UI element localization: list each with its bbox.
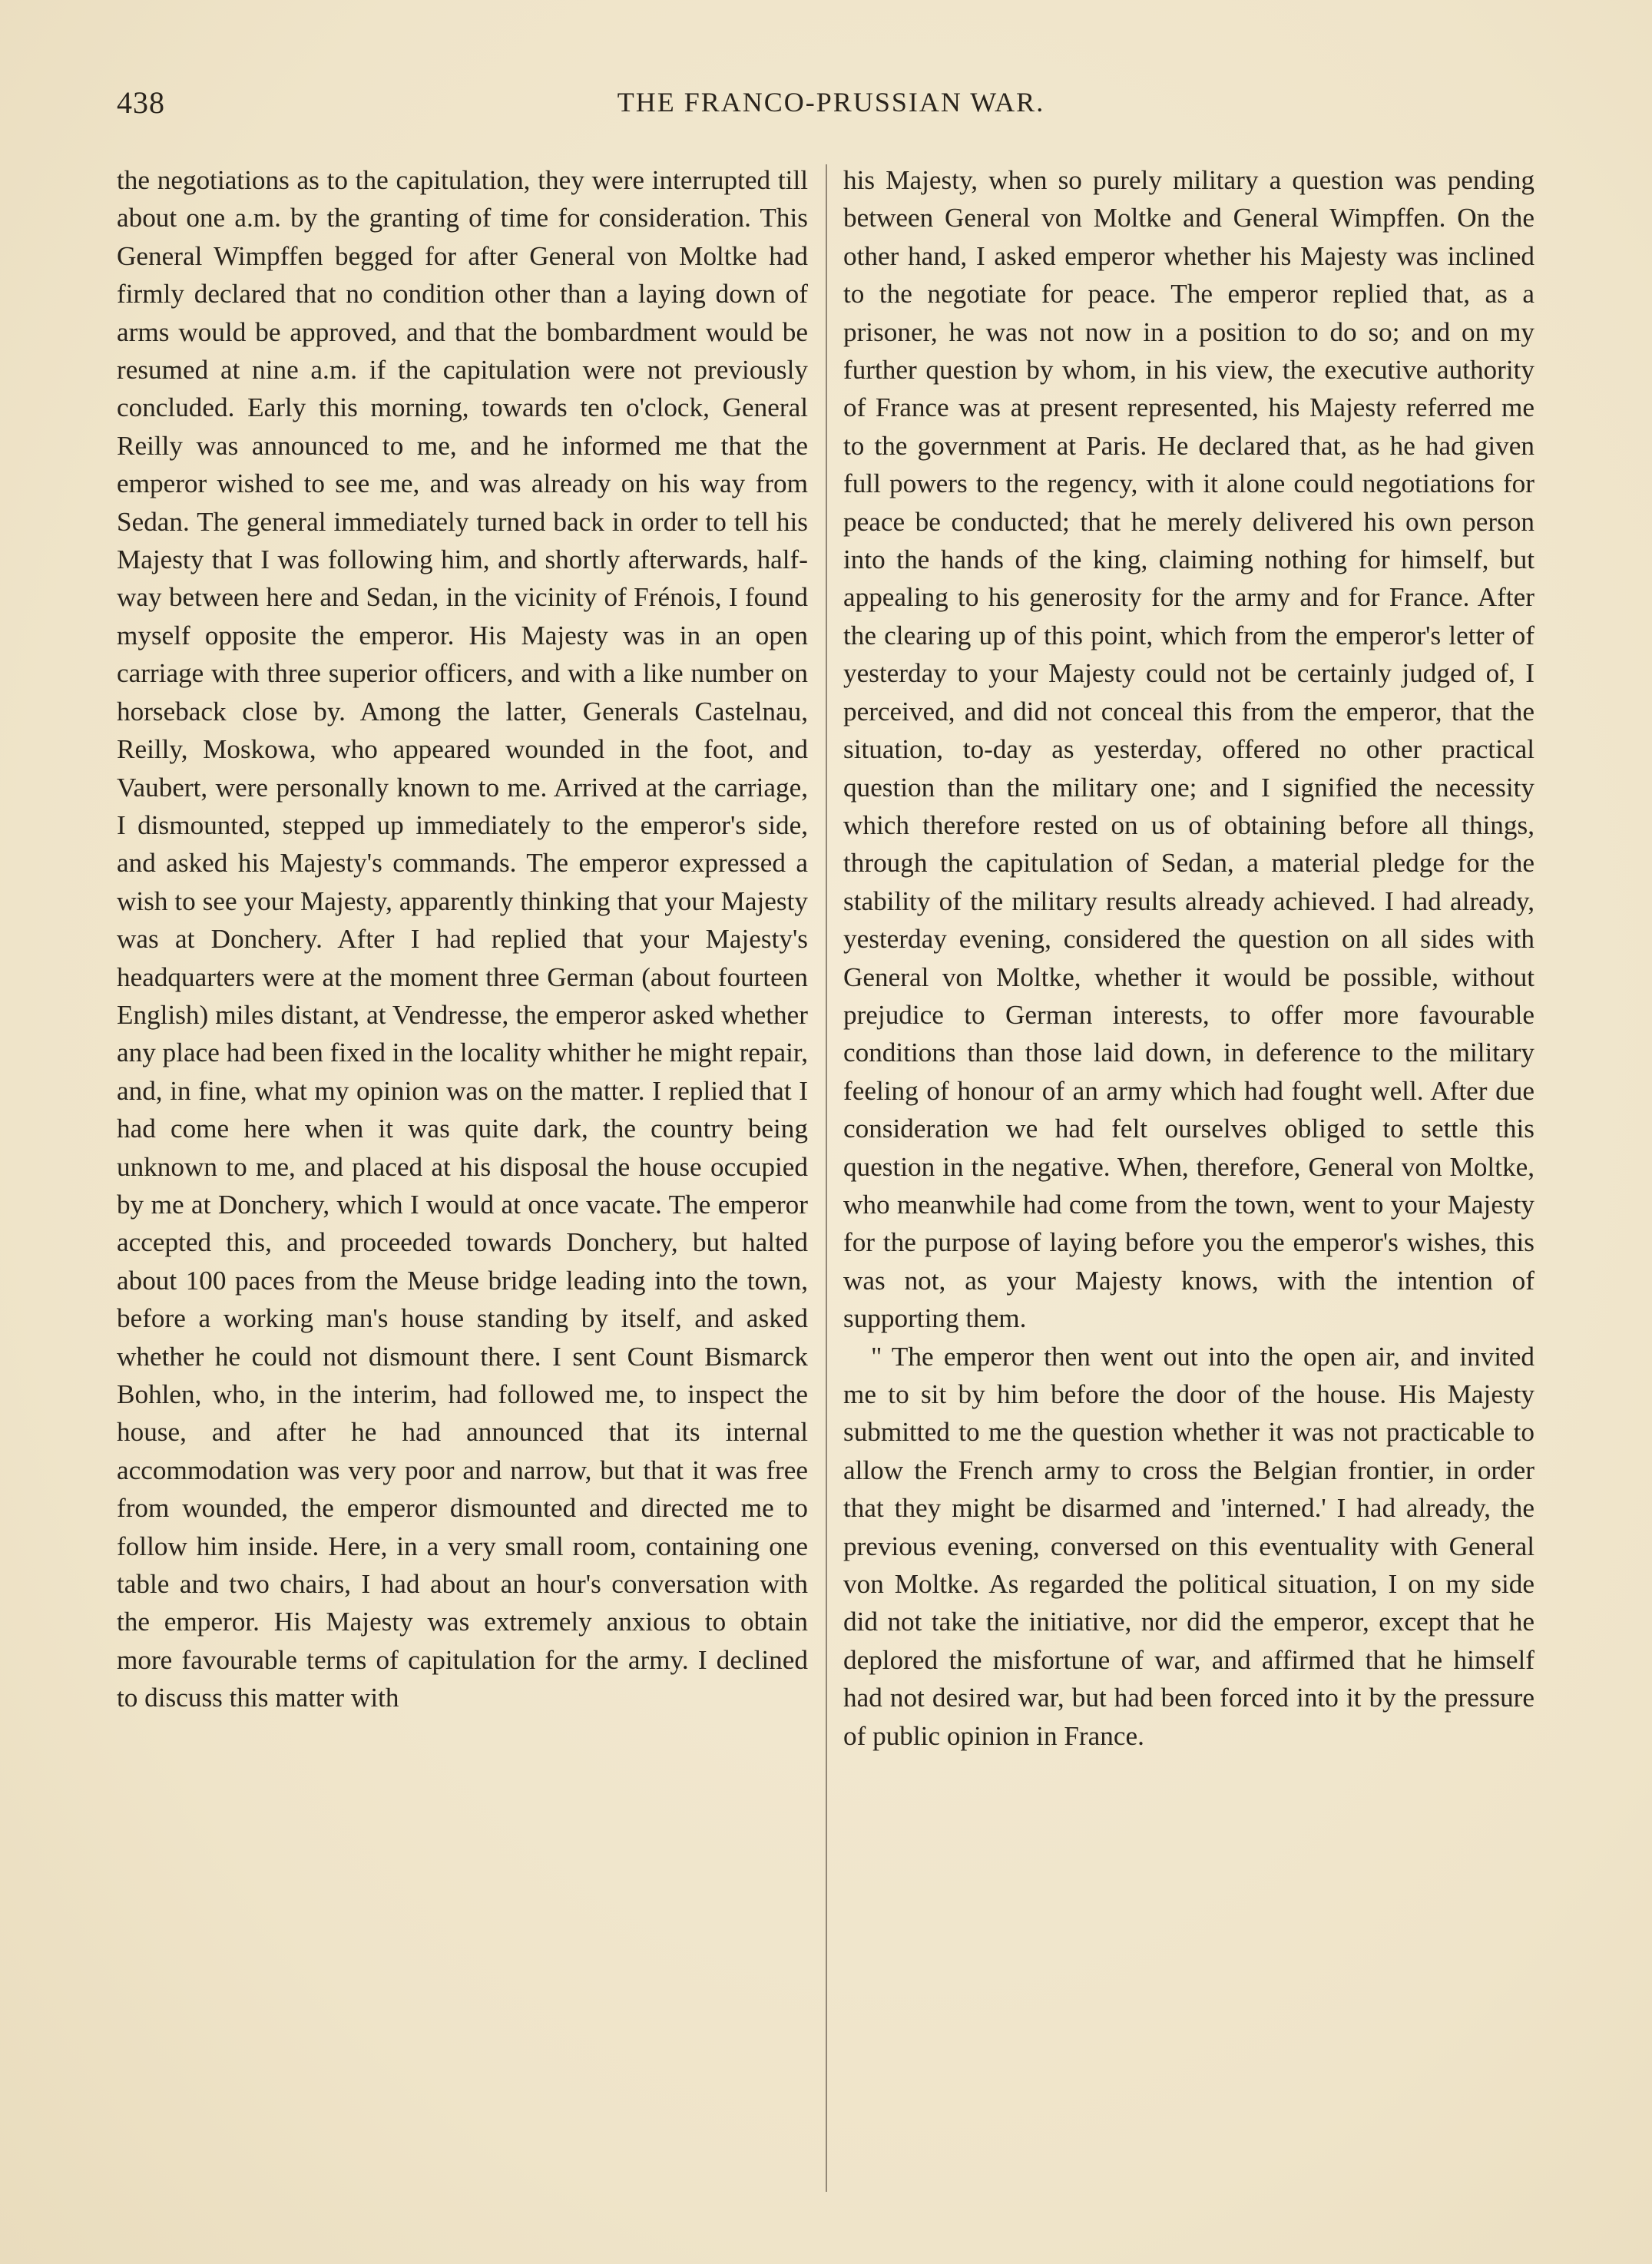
running-title: THE FRANCO-PRUSSIAN WAR. <box>617 87 1045 118</box>
column-divider <box>826 164 827 2192</box>
left-column <box>117 161 808 1717</box>
right-paragraph-2: " The emperor then went out into the open air, and invited me to sit by him before the door of the house. His Majesty submitted to me the question whether it was not practicable to allow the French army to cross the Belgian frontier, in order that they might be disarmed and 'interned.' I had already, the previous evening, conversed on this eventuality with General von Moltke. As regarded the political situation, I on my side did not take the initiative, nor did the emperor, except that he deplored the misfortune of war, and affirmed that he himself had not desired war, but had been forced into it by the pressure of public opinion in France. <box>843 1341 1534 1751</box>
right-column <box>843 161 1534 1755</box>
page-header <box>117 84 1545 131</box>
left-paragraph-1: the negotiations as to the capitulation, they were interrupted till about one a.m. by the granting of time for consideration. This General Wimpffen begged for after General von Moltke had firmly declared that no condition other than a laying down of arms would be approved, and that the bombardment would be resumed at nine a.m. if the capitulation were not previously concluded. Early this morning, towards ten o'clock, General Reilly was announced to me, and he informed me that the emperor wished to see me, and was already on his way from Sedan. The general immediately turned back in order to tell his Majesty that I was following him, and shortly afterwards, half-way between here and Sedan, in the vicinity of Frénois, I found myself opposite the emperor. His Majesty was in an open carriage with three superior officers, and with a like number on horseback close by. Among the latter, Generals Castelnau, Reilly, Moskowa, who appeared wounded in the foot, and Vaubert, were personally known to me. Arrived at the carriage, I dismounted, stepped up immediately to the emperor's side, and asked his Majesty's commands. The emperor expressed a wish to see your Majesty, apparently thinking that your Majesty was at Donchery. After I had replied that your Majesty's headquarters were at the moment three German (about fourteen English) miles distant, at Vendresse, the emperor asked whether any place had been fixed in the locality whither he might repair, and, in fine, what my opinion was on the matter. I replied that I had come here when it was quite dark, the country being unknown to me, and placed at his disposal the house occupied by me at Donchery, which I would at once vacate. The emperor accepted this, and proceeded towards Donchery, but halted about 100 paces from the Meuse bridge leading into the town, before a working man's house standing by itself, and asked whether he could not dismount there. I sent Count Bismarck Bohlen, who, in the interim, had followed me, to inspect the house, and after he had announced that its internal accommodation was very poor and narrow, but that it was free from wounded, the emperor dismounted and directed me to follow him inside. Here, in a very small room, containing one table and two chairs, I had about an hour's conversation with the emperor. His Majesty was extremely anxious to obtain more favourable terms of capitulation for the army. I declined to discuss this matter with <box>117 165 808 1713</box>
page-number: 438 <box>117 85 165 120</box>
right-paragraph-1: his Majesty, when so purely military a question was pending between General von Moltke and General Wimpffen. On the other hand, I asked emperor whether his Majesty was inclined to the negotiate for peace. The emperor replied that, as a prisoner, he was not now in a position to do so; and on my further question by whom, in his view, the executive authority of France was at present represented, his Majesty referred me to the government at Paris. He declared that, as he had given full powers to the regency, with it alone could negotiations for peace be conducted; that he merely delivered his own person into the hands of the king, claiming nothing for himself, but appealing to his generosity for the army and for France. After the clearing up of this point, which from the emperor's letter of yesterday to your Majesty could not be certainly judged of, I perceived, and did not conceal this from the emperor, that the situation, to-day as yesterday, offered no other practical question than the military one; and I signified the necessity which therefore rested on us of obtaining before all things, through the capitulation of Sedan, a material pledge for the stability of the military results already achieved. I had already, yesterday evening, considered the question on all sides with General von Moltke, whether it would be possible, without prejudice to German interests, to offer more favourable conditions than those laid down, in deference to the military feeling of honour of an army which had fought well. After due consideration we had felt ourselves obliged to settle this question in the negative. When, therefore, General von Moltke, who meanwhile had come from the town, went to your Majesty for the purpose of laying before you the emperor's wishes, this was not, as your Majesty knows, with the intention of supporting them. <box>843 165 1534 1334</box>
